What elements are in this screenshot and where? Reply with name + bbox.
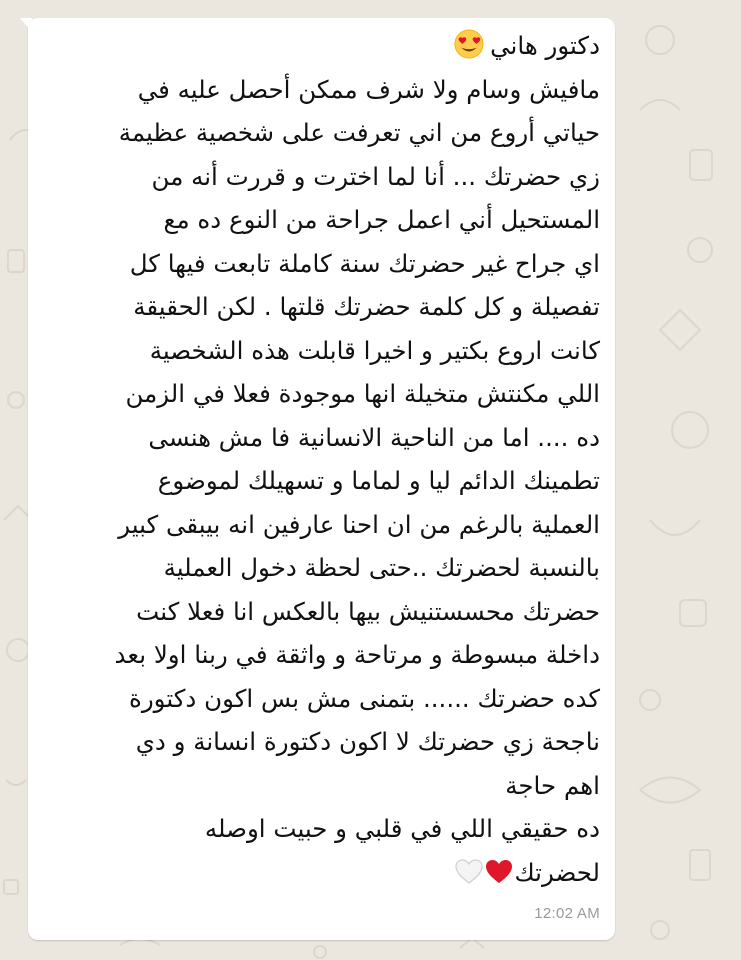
message-line: العملية بالرغم من ان احنا عارفين انه بيبقى كبير <box>118 509 600 539</box>
message-line: زي حضرتك ... أنا لما اخترت و قررت أنه من <box>151 161 600 191</box>
message-line: ده .... اما من الناحية الانسانية فا مش هنسى <box>148 422 600 452</box>
message-line: بالنسبة لحضرتك ..حتى لحظة دخول العملية <box>163 553 600 582</box>
message-line: حضرتك محسستنيش بيها بالعكس انا فعلا كنت <box>136 596 600 626</box>
message-line: المستحيل أني اعمل جراحة من النوع ده مع <box>163 205 600 234</box>
message-line: مافيش وسام ولا شرف ممكن أحصل عليه في <box>137 74 600 104</box>
message-line: ده حقيقي اللي في قلبي و حبيت اوصله <box>204 814 600 843</box>
heart-eyes-emoji-icon <box>454 29 484 59</box>
message-line-greeting <box>44 24 600 68</box>
message-line: حياتي أروع من اني تعرفت على شخصية عظيمة <box>118 118 600 147</box>
message-line: كانت اروع بكتير و اخيرا قابلت هذه الشخصية <box>149 335 600 365</box>
message-line: كده حضرتك ...... بتمنى مش بس اكون دكتورة <box>129 683 600 713</box>
message-line: اي جراح غير حضرتك سنة كاملة تابعت فيها كل <box>129 248 600 278</box>
white-heart-icon <box>455 859 483 885</box>
message-line: داخلة مبسوطة و مرتاحة و واثقة في ربنا اولا بعد <box>114 640 600 669</box>
message-line: تفصيلة و كل كلمة حضرتك قلتها . لكن الحقيقة <box>133 292 600 321</box>
message-line: اهم حاجة <box>505 770 600 800</box>
message-line: دكتور هاني <box>490 31 600 60</box>
message-line-closing <box>44 851 600 895</box>
red-heart-icon <box>485 859 513 885</box>
message-timestamp: 12:02 AM <box>534 905 600 922</box>
message-line: لحضرتك <box>514 857 600 887</box>
message-line: ناجحة زي حضرتك لا اكون دكتورة انسانة و دي <box>135 727 600 756</box>
message-line: اللي مكنتش متخيلة انها موجودة فعلا في الزمن <box>125 379 600 408</box>
message-text <box>44 24 600 894</box>
message-line: تطمينك الدائم ليا و لماما و تسهيلك لموضوع <box>157 466 600 495</box>
